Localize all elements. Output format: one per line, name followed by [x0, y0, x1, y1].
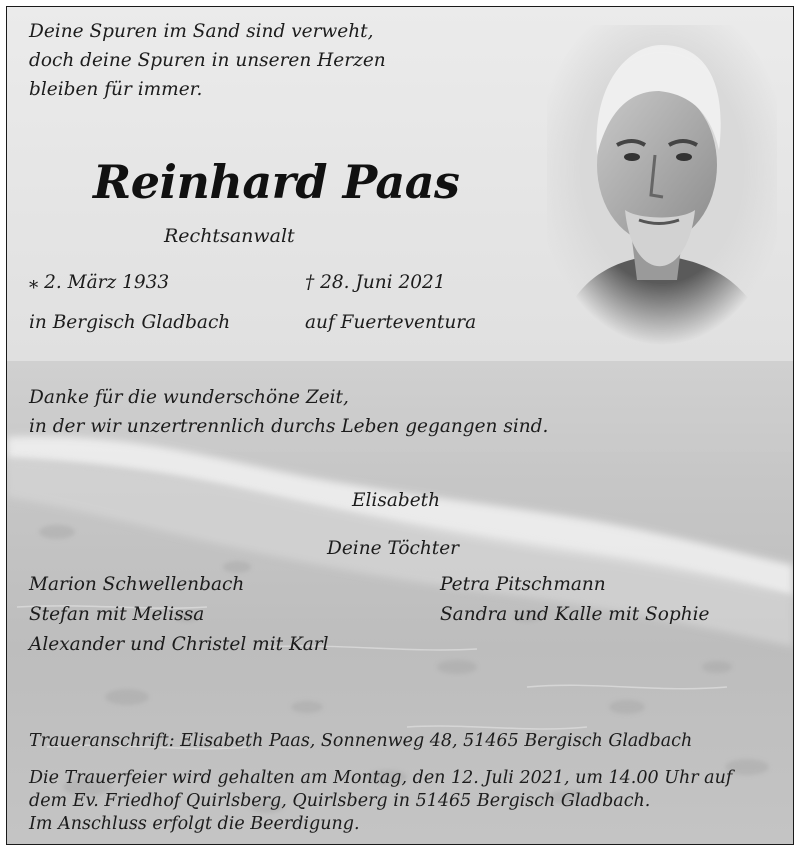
family-member: Marion Schwellenbach — [29, 574, 245, 595]
daughters-heading: Deine Töchter — [327, 538, 459, 559]
thanks-line: in der wir unzertrennlich durchs Leben gegangen sind. — [29, 416, 549, 437]
obituary-card — [6, 6, 794, 845]
death-date: † 28. Juni 2021 — [305, 272, 446, 293]
poem-line: doch deine Spuren in unseren Herzen — [29, 50, 386, 71]
mourning-address: Traueranschrift: Elisabeth Paas, Sonnenweg 48, 51465 Bergisch Gladbach — [29, 731, 693, 751]
profession: Rechtsanwalt — [164, 225, 295, 247]
family-member: Sandra und Kalle mit Sophie — [440, 604, 710, 625]
portrait-photo — [547, 25, 777, 345]
family-member: Stefan mit Melissa — [29, 604, 205, 625]
deceased-name: Reinhard Paas — [93, 155, 460, 209]
thanks-line: Danke für die wunderschöne Zeit, — [29, 387, 349, 408]
spouse-name: Elisabeth — [352, 490, 441, 511]
poem-line: bleiben für immer. — [29, 79, 203, 100]
family-member: Petra Pitschmann — [440, 574, 606, 595]
birth-date: ⁎ 2. März 1933 — [29, 272, 170, 293]
ceremony-line: Die Trauerfeier wird gehalten am Montag, den 12. Juli 2021, um 14.00 Uhr auf — [29, 768, 733, 788]
family-member: Alexander und Christel mit Karl — [29, 634, 329, 655]
birth-place: in Bergisch Gladbach — [29, 312, 231, 333]
poem-line: Deine Spuren im Sand sind verweht, — [29, 21, 374, 42]
ceremony-line: Im Anschluss erfolgt die Beerdigung. — [29, 814, 360, 834]
death-place: auf Fuerteventura — [305, 312, 477, 333]
ceremony-line: dem Ev. Friedhof Quirlsberg, Quirlsberg in 51465 Bergisch Gladbach. — [29, 791, 651, 811]
